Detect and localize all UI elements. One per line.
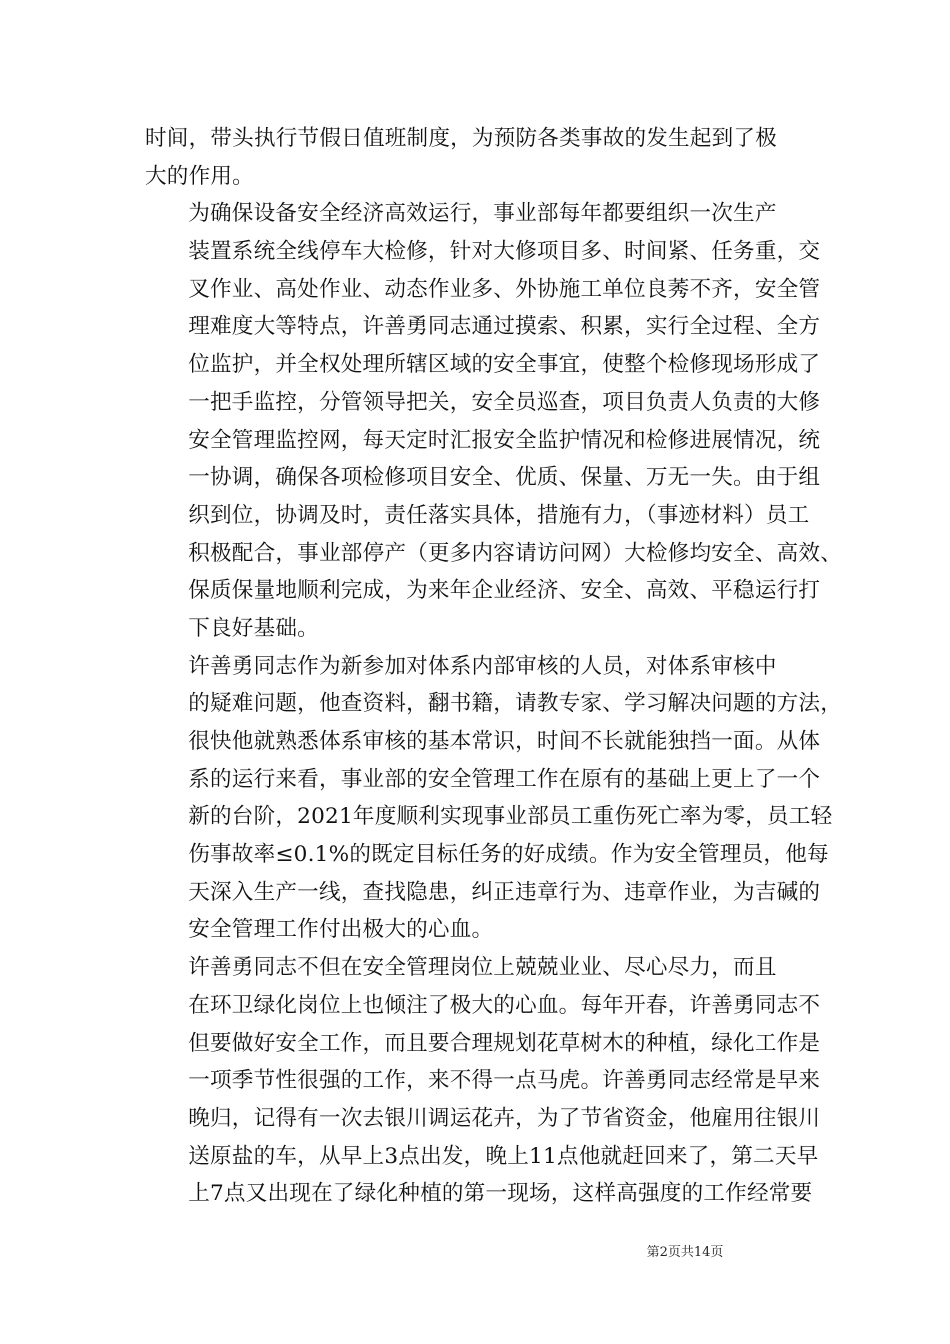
text-line: 安全管理工作付出极大的心血。 — [188, 917, 494, 943]
text-line: 新的台阶，2021年度顺利实现事业部员工重伤死亡率为零，员工轻 — [188, 804, 833, 830]
text-line: 许善勇同志不但在安全管理岗位上兢兢业业、尽心尽力，而且 — [188, 955, 777, 981]
text-line: 一协调，确保各项检修项目安全、优质、保量、万无一失。由于组 — [188, 465, 821, 491]
text-line: 理难度大等特点，许善勇同志通过摸索、积累，实行全过程、全方 — [188, 314, 821, 340]
paragraph — [145, 195, 843, 647]
text-line: 很快他就熟悉体系审核的基本常识，时间不长就能独挡一面。从体 — [188, 729, 821, 754]
text-line: 位监护，并全权处理所辖区域的安全事宜，使整个检修现场形成了 — [188, 352, 821, 378]
text-line: 积极配合，事业部停产（更多内容请访问网）大检修均安全、高效、 — [188, 540, 843, 566]
text-line: 系的运行来看，事业部的安全管理工作在原有的基础上更上了一个 — [188, 766, 821, 792]
text-line: 叉作业、高处作业、动态作业多、外协施工单位良莠不齐，安全管 — [188, 276, 821, 302]
paragraph — [145, 120, 807, 195]
text-line: 织到位，协调及时，责任落实具体，措施有力，（事迹材料）员工 — [188, 502, 810, 528]
text-line: 一项季节性很强的工作，来不得一点马虎。许善勇同志经常是早来 — [188, 1068, 821, 1094]
paragraph — [145, 648, 843, 950]
document-body — [145, 120, 843, 1213]
text-line: 保质保量地顺利完成，为来年企业经济、安全、高效、平稳运行打 — [188, 578, 821, 604]
text-line: 上7点又出现在了绿化种植的第一现场，这样高强度的工作经常要 — [188, 1181, 813, 1207]
text-line: 在环卫绿化岗位上也倾注了极大的心血。每年开春，许善勇同志不 — [188, 992, 821, 1018]
text-line: 伤事故率≤0.1%的既定目标任务的好成绩。作为安全管理员，他每 — [188, 842, 829, 868]
text-line: 晚归，记得有一次去银川调运花卉，为了节省资金，他雇用往银川 — [188, 1105, 821, 1131]
text-line: 装置系统全线停车大检修，针对大修项目多、时间紧、任务重，交 — [188, 239, 821, 265]
text-line: 天深入生产一线，查找隐患，纠正违章行为、违章作业，为吉碱的 — [188, 879, 821, 905]
text-line: 安全管理监控网，每天定时汇报安全监护情况和检修进展情况，统 — [188, 427, 821, 453]
paragraph — [145, 949, 821, 1213]
page-number: 第2页共14页 — [646, 1245, 724, 1260]
text-line: 为确保设备安全经济高效运行，事业部每年都要组织一次生产 — [188, 201, 777, 227]
page-footer — [0, 1245, 950, 1261]
text-line: 下良好基础。 — [188, 615, 319, 641]
text-line: 大的作用。 — [145, 163, 254, 189]
text-line: 许善勇同志作为新参加对体系内部审核的人员，对体系审核中 — [188, 653, 777, 679]
text-line: 时间，带头执行节假日值班制度，为预防各类事故的发生起到了极 — [145, 126, 778, 151]
text-line: 一把手监控，分管领导把关，安全员巡查，项目负责人负责的大修 — [188, 389, 821, 415]
text-line: 的疑难问题，他查资料，翻书籍，请教专家、学习解决问题的方法， — [188, 691, 843, 717]
text-line: 送原盐的车，从早上3点出发，晚上11点他就赶回来了，第二天早 — [188, 1143, 819, 1169]
text-line: 但要做好安全工作，而且要合理规划花草树木的种植，绿化工作是 — [188, 1030, 821, 1056]
